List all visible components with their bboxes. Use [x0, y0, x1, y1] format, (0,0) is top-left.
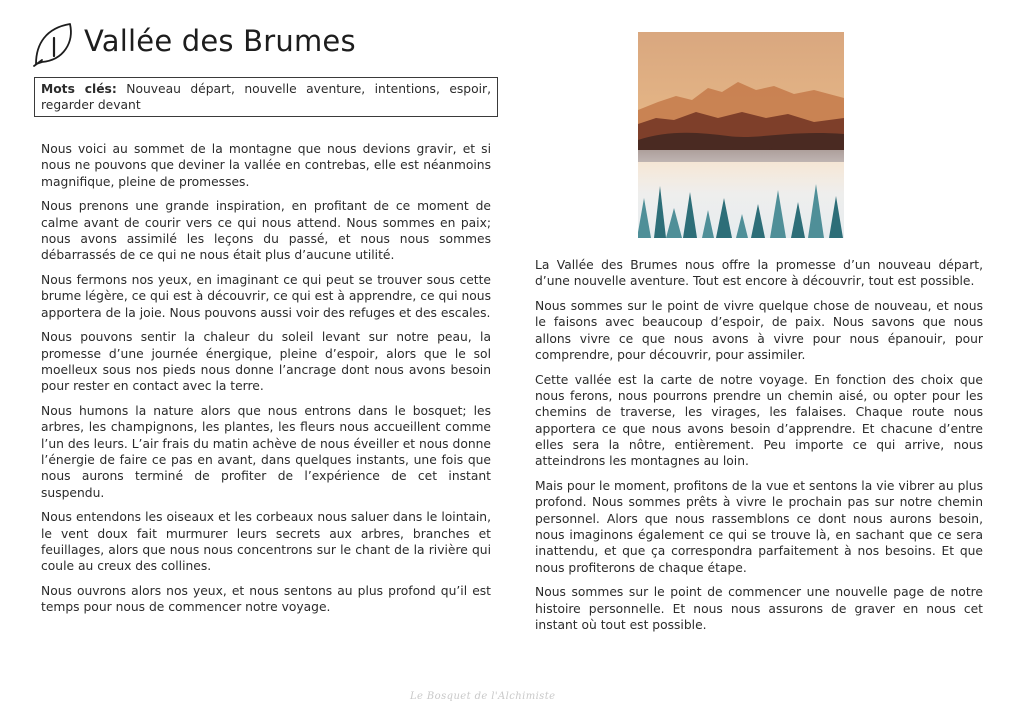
leaf-icon [30, 20, 78, 68]
right-column [535, 257, 983, 642]
paragraph: Mais pour le moment, profitons de la vue et sentons la vie vibrer au plus profond. Nous sommes prêts à vivre le prochain pas sur notre chemin personnel. Alors que nous rassemblons ce dont nous aurons besoin, nous imaginons également ce qui se trouve là, en sachant que ce sera inattendu, et que ça correspondra parfaitement à nos besoins. Et que nous profiterons de chaque étape. [535, 479, 983, 575]
paragraph: La Vallée des Brumes nous offre la promesse d’un nouveau départ, d’une nouvelle aventure. Tout est encore à découvrir, tout est possible. [535, 258, 983, 289]
header [30, 18, 500, 70]
left-column [41, 141, 491, 624]
valley-illustration [638, 32, 844, 238]
keywords-label: Mots clés: [41, 82, 117, 96]
keywords-box [34, 77, 498, 117]
page-title: Vallée des Brumes [84, 24, 356, 58]
paragraph: Nous fermons nos yeux, en imaginant ce qui peut se trouver sous cette brume légère, ce qui est à découvrir, ce qui est à apprendre, ce qui nous apportera de la joie. Nous pouvons aussi voir des refuges et des escales. [41, 273, 491, 320]
paragraph: Nous entendons les oiseaux et les corbeaux nous saluer dans le lointain, le vent doux fait murmurer leurs secrets aux arbres, branches et feuillages, alors que nous nous concentrons sur le chant de la rivière qui coule au creux des collines. [41, 510, 491, 574]
keywords-text: Nouveau départ, nouvelle aventure, intentions, espoir, regarder devant [41, 82, 492, 112]
paragraph: Nous sommes sur le point de commencer une nouvelle page de notre histoire personnelle. Et nous nous assurons de graver en nous cet instant où tout est possible. [535, 585, 983, 632]
paragraph: Nous sommes sur le point de vivre quelque chose de nouveau, et nous le faisons avec beaucoup d’espoir, de paix. Nous savons que nous allons vivre ce que nous avons à vivre pour nous épanouir, pour comprendre, pour découvrir, pour assimiler. [535, 299, 983, 362]
signature-watermark: Le Bosquet de l'Alchimiste [410, 691, 556, 702]
paragraph: Nous voici au sommet de la montagne que nous devions gravir, et si nous ne pouvons que deviner la vallée en contrebas, elle est néanmoins magnifique, pleine de promesses. [41, 142, 491, 189]
paragraph: Nous ouvrons alors nos yeux, et nous sentons au plus profond qu’il est temps pour nous de commencer notre voyage. [41, 584, 491, 615]
paragraph: Nous prenons une grande inspiration, en profitant de ce moment de calme avant de courir vers ce qui nous attend. Nous sommes en paix; nous avons assimilé les leçons du passé, et nous nous sommes débarrassés de ce qui ne nous était plus d’aucune utilité. [41, 199, 491, 263]
paragraph: Cette vallée est la carte de notre voyage. En fonction des choix que nous ferons, nous pourrons prendre un chemin aisé, ou opter pour les chemins de traverse, les virages, les falaises. Chaque route nous apportera ce que nous avons besoin d’apprendre. Et chacune d’entre elles sera la nôtre, entièrement. Peu importe ce qui arrive, nous atteindrons les montagnes au loin. [535, 372, 983, 469]
paragraph: Nous pouvons sentir la chaleur du soleil levant sur notre peau, la promesse d’une journée énergique, pleine d’espoir, alors que le sol moelleux sous nos pieds nous donne l’ancrage dont nous avons besoin pour rester en contact avec la terre. [41, 330, 491, 394]
paragraph: Nous humons la nature alors que nous entrons dans le bosquet; les arbres, les champignons, les plantes, les fleurs nous accueillent comme l’un des leurs. L’air frais du matin achève de nous éveiller et nous donne l’énergie de faire ce pas en avant, dans quelques instants, une fois que nous aurons terminé de profiter de l’expérience de cet instant suspendu. [41, 404, 491, 500]
